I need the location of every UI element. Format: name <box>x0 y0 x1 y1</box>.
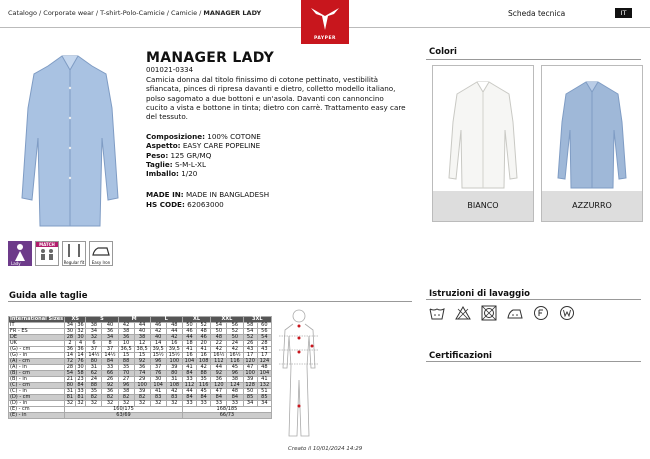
color-name: AZZURRO <box>542 191 642 221</box>
table-row: FR - ES 30 32 34 36 38 40 42 44 46 48 50 52 54 56 <box>9 329 272 335</box>
match-badge: MATCH <box>35 241 59 266</box>
breadcrumb-current: MANAGER LADY <box>203 9 262 17</box>
colors-divider <box>426 59 641 60</box>
created-timestamp: Creato il 10/01/2024 14:29 <box>288 446 363 452</box>
table-row: (A) - cm 72 76 80 84 88 92 96 100 104 108 112 116 120 124 <box>9 359 272 365</box>
iron-icon <box>90 242 112 259</box>
regular-fit-icon <box>63 242 85 259</box>
product-title: MANAGER LADY <box>146 50 275 66</box>
logo-mark-icon <box>301 0 349 36</box>
washing-heading: Istruzioni di lavaggio <box>429 289 530 299</box>
match-people-icon <box>36 247 58 261</box>
spec-row: Taglie: S-M-L-XL <box>146 159 206 169</box>
body-measure-figure <box>279 306 319 442</box>
table-row: (B) - cm 54 58 62 66 70 74 76 80 84 88 92 96 100 104 <box>9 371 272 377</box>
lady-icon <box>8 241 32 266</box>
color-name: BIANCO <box>433 191 533 221</box>
lady-badge <box>8 241 32 266</box>
table-row: (E) - in 63/69 66/73 <box>9 413 272 419</box>
regular-fit-badge: Regular fit <box>62 241 86 266</box>
no-bleach-icon <box>455 305 471 321</box>
made-in-value: MADE IN BANGLADESH <box>185 190 270 199</box>
washing-divider <box>426 299 641 300</box>
wet-clean-w-icon <box>559 305 575 321</box>
product-main-image <box>10 48 130 230</box>
dry-clean-f-icon <box>533 305 549 321</box>
table-row: DE 28 30 32 34 36 38 40 42 44 46 48 50 52 54 <box>9 335 272 341</box>
table-row: (C) - in 31 33 35 36 38 39 41 42 44 45 47 48 50 51 <box>9 389 272 395</box>
color-swatch-bianco[interactable] <box>432 65 534 222</box>
table-row: IT 34 36 38 40 42 44 46 48 50 52 54 56 58 60 <box>9 323 272 329</box>
size-guide-heading: Guida alle taglie <box>9 291 88 301</box>
product-code: 001021-0334 <box>146 66 194 74</box>
certifications-heading: Certificazioni <box>429 351 492 361</box>
spec-row: Peso: 125 GR/MQ <box>146 150 212 160</box>
shirt-white-image <box>433 66 533 193</box>
payper-logo[interactable] <box>301 0 349 44</box>
color-swatch-azzurro[interactable] <box>541 65 643 222</box>
table-row: (A) - in 28 30 31 33 35 36 37 39 41 42 44 45 47 48 <box>9 365 272 371</box>
spec-row: Aspetto: EASY CARE POPELINE <box>146 141 261 151</box>
spec-row: Imballo: 1/20 <box>146 169 198 179</box>
care-icons <box>429 305 575 321</box>
product-description: Camicia donna dal titolo finissimo di cotone pettinato, vestibilità sfiancata, pinces di ripresa davanti e dietro, colletto modello italiano, polso sagomato a due bottoni e un'asola. Davanti con cannoncino cucito a vista e bottone in tinta; dietro con carrè. Trattamento easy care del tessuto. <box>146 75 406 122</box>
no-tumble-dry-icon <box>481 305 497 321</box>
table-header-row: International Sizes XS S M L XL XXL 3XL <box>9 317 272 323</box>
table-row: (D) - cm 81 81 82 82 82 82 83 83 84 84 84 84 85 85 <box>9 395 272 401</box>
certifications-divider <box>426 361 641 362</box>
language-badge[interactable]: IT <box>615 8 632 18</box>
breadcrumb-item[interactable]: Camicie <box>171 9 198 17</box>
feature-badges <box>8 241 113 266</box>
table-row: (C) - cm 80 84 88 92 96 100 104 108 112 116 120 124 128 132 <box>9 383 272 389</box>
wash-40-icon <box>429 305 445 321</box>
size-table <box>8 316 272 419</box>
table-row: (D) - in 32 32 32 32 32 32 32 32 33 33 33 33 34 34 <box>9 401 272 407</box>
table-row: (B) - in 21 23 24 26 27 29 30 31 33 35 36 38 39 41 <box>9 377 272 383</box>
breadcrumb: Catalogo / Corporate wear / T-shirt-Polo-Camicie / Camicie / MANAGER LADY <box>8 9 262 17</box>
origin-info: MADE IN: MADE IN BANGLADESH HS CODE: 62063000 <box>146 190 270 209</box>
hs-code-value: 62063000 <box>187 199 224 209</box>
spec-row: Composizione: 100% COTONE <box>146 132 261 141</box>
breadcrumb-item[interactable]: T-shirt-Polo-Camicie <box>100 9 165 17</box>
shirt-blue-image <box>542 66 642 193</box>
size-guide-divider <box>8 301 412 302</box>
table-row: UK 2 4 6 8 10 12 14 16 18 20 22 24 26 28 <box>9 341 272 347</box>
breadcrumb-item[interactable]: Corporate wear <box>43 9 94 17</box>
logo-text: PAYPER <box>313 36 337 41</box>
scheda-tecnica-label: Scheda tecnica <box>508 9 566 18</box>
easy-iron-badge: Easy Iron <box>89 241 113 266</box>
iron-medium-icon <box>507 305 523 321</box>
table-row: (G) - cm 36 36 37 37 36,5 38,5 39,5 39,5 41 41 42 42 43 43 <box>9 347 272 353</box>
table-row: (G) - in 14 14 14½ 14½ 15 15 15½ 15½ 16 16 16½ 16½ 17 17 <box>9 353 272 359</box>
svg-text:Lady: Lady <box>11 261 21 266</box>
colors-heading: Colori <box>429 47 457 57</box>
product-specs <box>146 132 261 178</box>
table-row: (E) - cm 160/175 168/185 <box>9 407 272 413</box>
breadcrumb-item[interactable]: Catalogo <box>8 9 37 17</box>
